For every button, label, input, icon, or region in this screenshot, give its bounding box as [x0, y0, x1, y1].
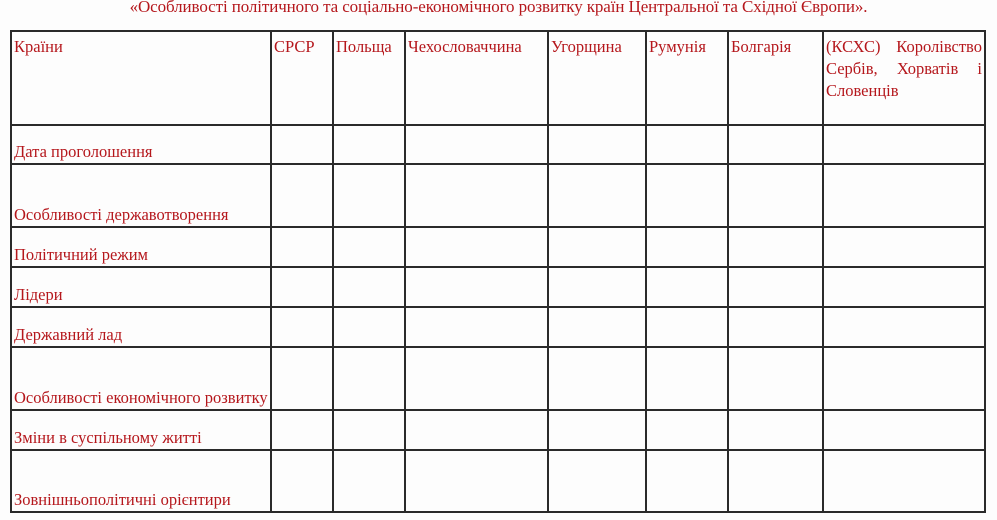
empty-cell: [548, 410, 646, 450]
row-label-leaders: Лідери: [11, 267, 271, 307]
table-row: [11, 450, 985, 512]
empty-cell: [728, 227, 823, 267]
empty-cell: [271, 410, 333, 450]
table-row: [11, 307, 985, 347]
empty-cell: [271, 307, 333, 347]
header-country-czechoslovakia: Чехословаччина: [405, 31, 548, 125]
empty-cell: [728, 267, 823, 307]
empty-cell: [823, 347, 985, 410]
empty-cell: [646, 307, 728, 347]
row-label-regime: Політичний режим: [11, 227, 271, 267]
table-row: [11, 125, 985, 164]
empty-cell: [405, 227, 548, 267]
table-row: [11, 347, 985, 410]
header-corner-label: Країни: [11, 31, 271, 125]
empty-cell: [646, 347, 728, 410]
empty-cell: [548, 347, 646, 410]
header-country-ussr: СРСР: [271, 31, 333, 125]
empty-cell: [271, 347, 333, 410]
empty-cell: [823, 227, 985, 267]
header-country-kingdom-scs: (КСХС) Королівство Сербів, Хорватів і Словенців: [823, 31, 985, 125]
empty-cell: [548, 227, 646, 267]
empty-cell: [548, 125, 646, 164]
empty-cell: [333, 347, 405, 410]
header-country-hungary: Угорщина: [548, 31, 646, 125]
empty-cell: [823, 164, 985, 227]
table-row: [11, 267, 985, 307]
row-label-date: Дата проголошення: [11, 125, 271, 164]
empty-cell: [823, 410, 985, 450]
empty-cell: [333, 125, 405, 164]
empty-cell: [728, 307, 823, 347]
empty-cell: [823, 125, 985, 164]
empty-cell: [405, 307, 548, 347]
table-header-row: [11, 31, 985, 125]
empty-cell: [405, 125, 548, 164]
table-row: [11, 227, 985, 267]
empty-cell: [646, 164, 728, 227]
empty-cell: [271, 227, 333, 267]
empty-cell: [271, 267, 333, 307]
row-label-foreign: Зовнішньополітичні орієнтири: [11, 450, 271, 512]
empty-cell: [823, 450, 985, 512]
row-label-society: Зміни в суспільному житті: [11, 410, 271, 450]
empty-cell: [333, 410, 405, 450]
empty-cell: [548, 307, 646, 347]
empty-cell: [405, 164, 548, 227]
header-country-romania: Румунія: [646, 31, 728, 125]
row-label-statehood: Особливості державотворення: [11, 164, 271, 227]
empty-cell: [823, 307, 985, 347]
empty-cell: [405, 410, 548, 450]
header-country-poland: Польща: [333, 31, 405, 125]
empty-cell: [405, 347, 548, 410]
empty-cell: [333, 267, 405, 307]
empty-cell: [405, 450, 548, 512]
table-row: [11, 164, 985, 227]
empty-cell: [271, 125, 333, 164]
page-title: «Особливості політичного та соціально-економічного розвитку країн Центральної та Східної Європи».: [129, 0, 868, 16]
empty-cell: [646, 227, 728, 267]
empty-cell: [333, 227, 405, 267]
empty-cell: [548, 267, 646, 307]
empty-cell: [728, 450, 823, 512]
empty-cell: [271, 450, 333, 512]
empty-cell: [646, 410, 728, 450]
empty-cell: [548, 450, 646, 512]
header-country-bulgaria: Болгарія: [728, 31, 823, 125]
empty-cell: [548, 164, 646, 227]
empty-cell: [333, 450, 405, 512]
empty-cell: [405, 267, 548, 307]
table-row: [11, 410, 985, 450]
row-label-system: Державний лад: [11, 307, 271, 347]
empty-cell: [728, 164, 823, 227]
empty-cell: [271, 164, 333, 227]
empty-cell: [646, 267, 728, 307]
empty-cell: [646, 450, 728, 512]
empty-cell: [333, 164, 405, 227]
empty-cell: [728, 410, 823, 450]
empty-cell: [728, 347, 823, 410]
empty-cell: [823, 267, 985, 307]
empty-cell: [333, 307, 405, 347]
row-label-economy: Особливості економічного розвитку: [11, 347, 271, 410]
empty-cell: [728, 125, 823, 164]
countries-comparison-table: [10, 30, 986, 513]
empty-cell: [646, 125, 728, 164]
